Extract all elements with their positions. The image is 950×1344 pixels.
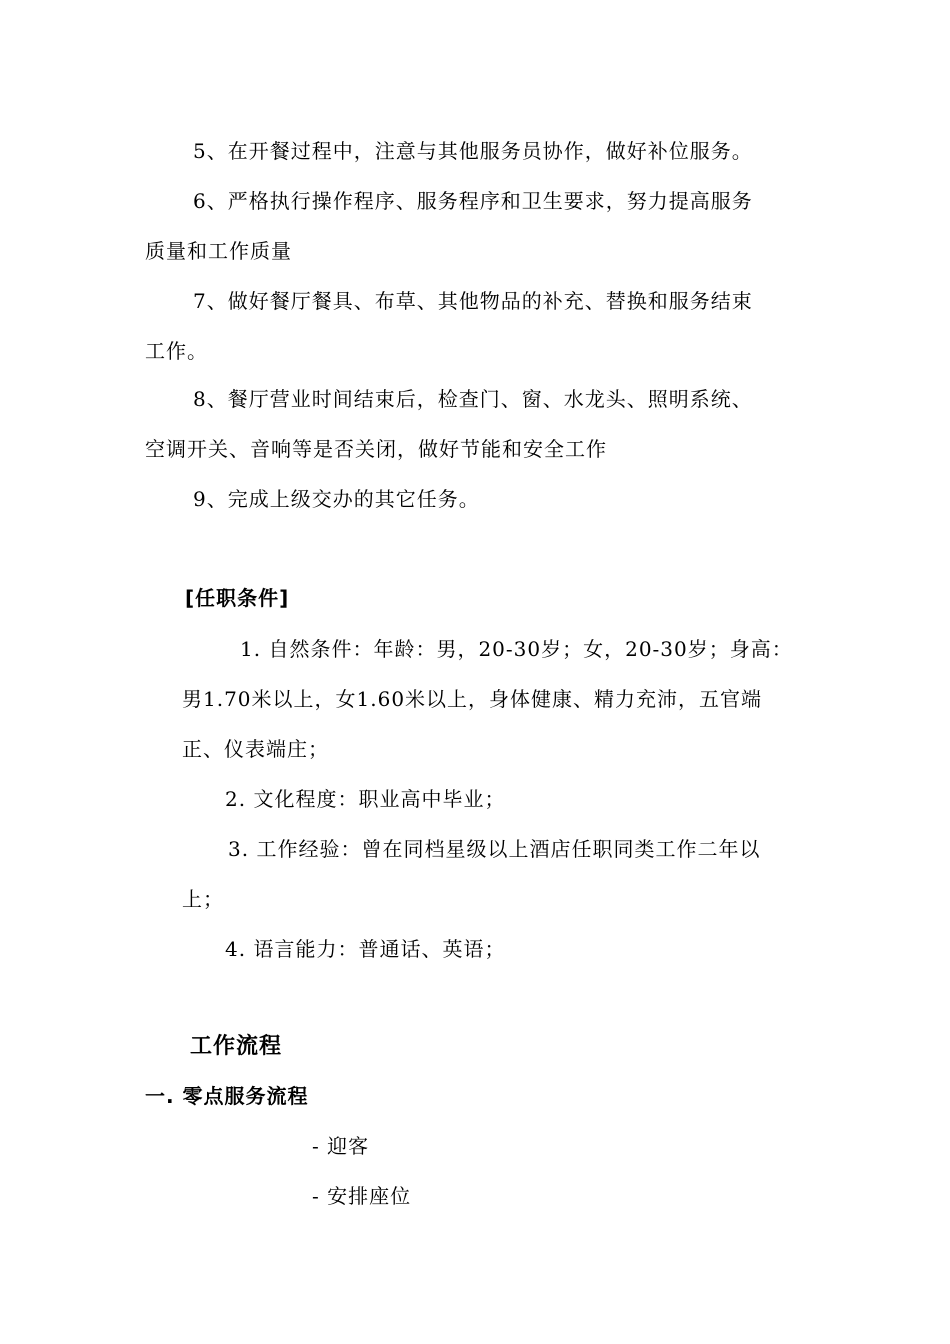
requirement-2: 2. 文化程度：职业高中毕业；: [225, 787, 506, 811]
duty-item-8-line1: 8、餐厅营业时间结束后，检查门、窗、水龙头、照明系统、: [193, 387, 753, 411]
requirement-1-line2: 男1.70米以上，女1.60米以上，身体健康、精力充沛，五官端: [182, 687, 763, 711]
requirement-3-line2: 上；: [182, 887, 224, 911]
duty-item-9: 9、完成上级交办的其它任务。: [193, 487, 480, 511]
duty-item-6-line1: 6、严格执行操作程序、服务程序和卫生要求，努力提高服务: [193, 189, 753, 213]
duty-item-5: 5、在开餐过程中，注意与其他服务员协作，做好补位服务。: [193, 139, 753, 163]
duty-item-7-line2: 工作。: [145, 339, 208, 363]
workflow-heading: 工作流程: [190, 1034, 283, 1059]
duty-item-6-line2: 质量和工作质量: [145, 239, 292, 263]
duty-item-7-line1: 7、做好餐厅餐具、布草、其他物品的补充、替换和服务结束: [193, 289, 753, 313]
requirement-1-line1: 1. 自然条件：年龄：男，20-30岁；女，20-30岁；身高：: [240, 637, 793, 661]
requirement-4: 4. 语言能力：普通话、英语；: [225, 937, 506, 961]
requirement-3-line1: 3. 工作经验：曾在同档星级以上酒店任职同类工作二年以: [228, 837, 761, 861]
requirement-1-line3: 正、仪表端庄；: [182, 737, 329, 761]
duty-item-8-line2: 空调开关、音响等是否关闭，做好节能和安全工作: [145, 437, 607, 461]
workflow-step: - 迎客: [312, 1134, 370, 1158]
requirements-heading: [任职条件]: [185, 586, 290, 610]
workflow-section-1-title: 一. 零点服务流程: [145, 1084, 309, 1108]
workflow-step: - 安排座位: [312, 1184, 412, 1208]
